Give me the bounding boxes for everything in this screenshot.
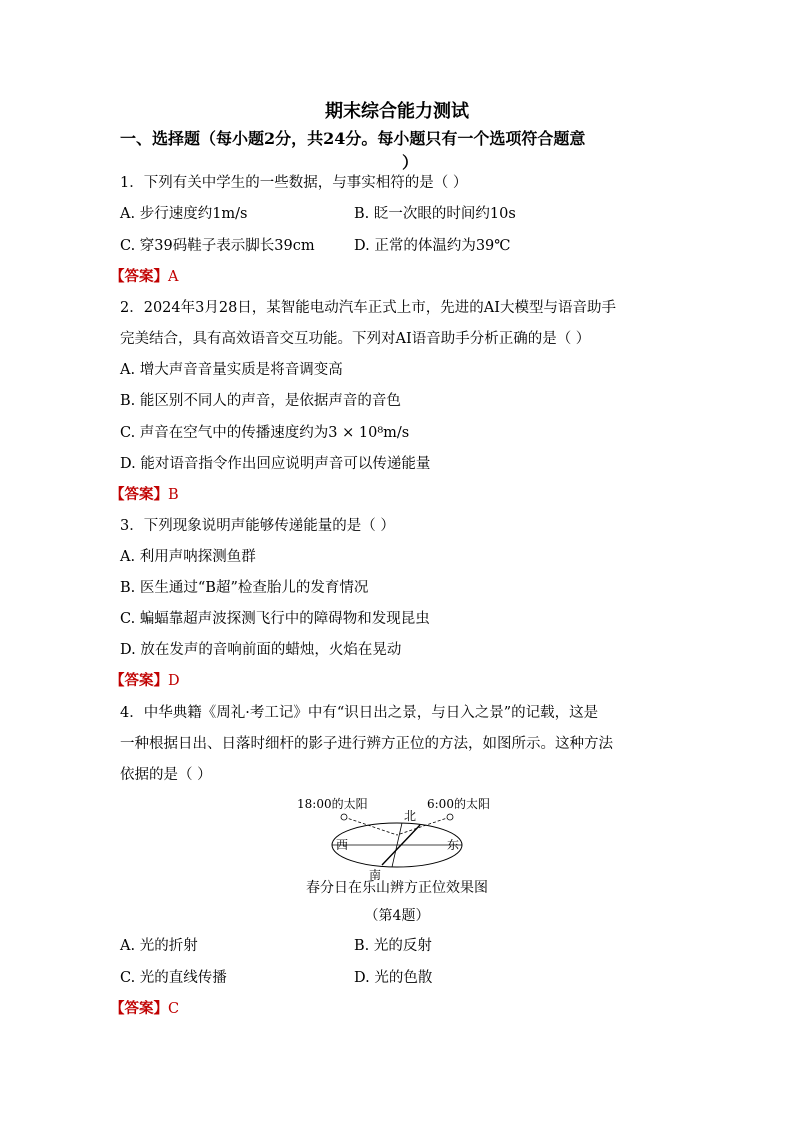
left-sun-ray <box>344 817 397 835</box>
q1-option-d: D. 正常的体温约为39℃ <box>354 238 511 254</box>
q2-option-c: C. 声音在空气中的传播速度约为3 × 10⁸m/s <box>120 425 410 441</box>
q2-option-b: B. 能区别不同人的声音，是依据声音的音色 <box>120 393 401 409</box>
q1-answer <box>110 267 178 287</box>
q3-answer <box>110 671 180 691</box>
sun-right-label: 6:00的太阳 <box>427 797 490 811</box>
q2-answer-label: 【答案】 <box>110 486 168 503</box>
q2-answer <box>110 485 179 505</box>
q4-stem-line1: 4．中华典籍《周礼·考工记》中有“识日出之景，与日入之景”的记载，这是 <box>120 705 599 721</box>
figure-caption: 春分日在乐山辨方正位效果图 <box>306 880 488 896</box>
q1-option-c: C. 穿39码鞋子表示脚长39cm <box>120 238 315 254</box>
q1-option-b: B. 眨一次眼的时间约10s <box>354 206 516 222</box>
q3-option-c: C. 蝙蝠靠超声波探测飞行中的障碍物和发现昆虫 <box>120 611 430 627</box>
q4-option-c: C. 光的直线传播 <box>120 970 227 986</box>
sun-left-label: 18:00的太阳 <box>297 797 368 811</box>
q3-stem: 3．下列现象说明声能够传递能量的是（ ） <box>120 518 395 534</box>
figure-number-label: （第4题） <box>364 908 430 924</box>
q2-stem-line2: 完美结合，具有高效语音交互功能。下列对AI语音助手分析正确的是（ ） <box>120 331 591 347</box>
north-label: 北 <box>404 809 417 823</box>
left-sun-icon <box>341 814 347 820</box>
q4-answer-value: C <box>168 1001 180 1017</box>
q2-option-a: A. 增大声音音量实质是将音调变高 <box>120 362 343 378</box>
section-heading <box>120 127 680 175</box>
q4-answer <box>110 999 179 1019</box>
q1-answer-label: 【答案】 <box>110 268 168 285</box>
q2-option-d: D. 能对语音指令作出回应说明声音可以传递能量 <box>120 456 431 472</box>
q4-stem-line3: 依据的是（ ） <box>120 767 212 783</box>
q1-answer-value: A <box>168 269 179 285</box>
q2-answer-value: B <box>168 487 179 503</box>
section-heading-line1: 一、选择题（每小题2分，共24分。每小题只有一个选项符合题意 <box>120 129 586 148</box>
q3-option-d: D. 放在发声的音响前面的蜡烛，火焰在晃动 <box>120 642 402 658</box>
page-title: 期末综合能力测试 <box>325 101 469 122</box>
west-label: 西 <box>336 838 349 852</box>
q4-stem-line2: 一种根据日出、日落时细杆的影子进行辨方正位的方法，如图所示。这种方法 <box>120 736 613 752</box>
q3-option-b: B. 医生通过“B超”检查胎儿的发育情况 <box>120 580 369 596</box>
q3-answer-label: 【答案】 <box>110 672 168 689</box>
right-sun-icon <box>447 814 453 820</box>
q3-option-a: A. 利用声呐探测鱼群 <box>120 549 256 565</box>
section-heading-line2: ） <box>401 153 418 172</box>
q1-option-a: A. 步行速度约1m/s <box>120 206 248 222</box>
q4-option-a: A. 光的折射 <box>120 938 198 954</box>
q1-stem: 1．下列有关中学生的一些数据，与事实相符的是（ ） <box>120 175 468 191</box>
q4-option-b: B. 光的反射 <box>354 938 432 954</box>
south-label: 南 <box>369 868 382 882</box>
east-label: 东 <box>447 838 460 852</box>
q4-answer-label: 【答案】 <box>110 1000 168 1017</box>
q2-stem-line1: 2．2024年3月28日，某智能电动汽车正式上市，先进的AI大模型与语音助手 <box>120 300 616 316</box>
q3-answer-value: D <box>168 673 180 689</box>
q4-option-d: D. 光的色散 <box>354 970 433 986</box>
